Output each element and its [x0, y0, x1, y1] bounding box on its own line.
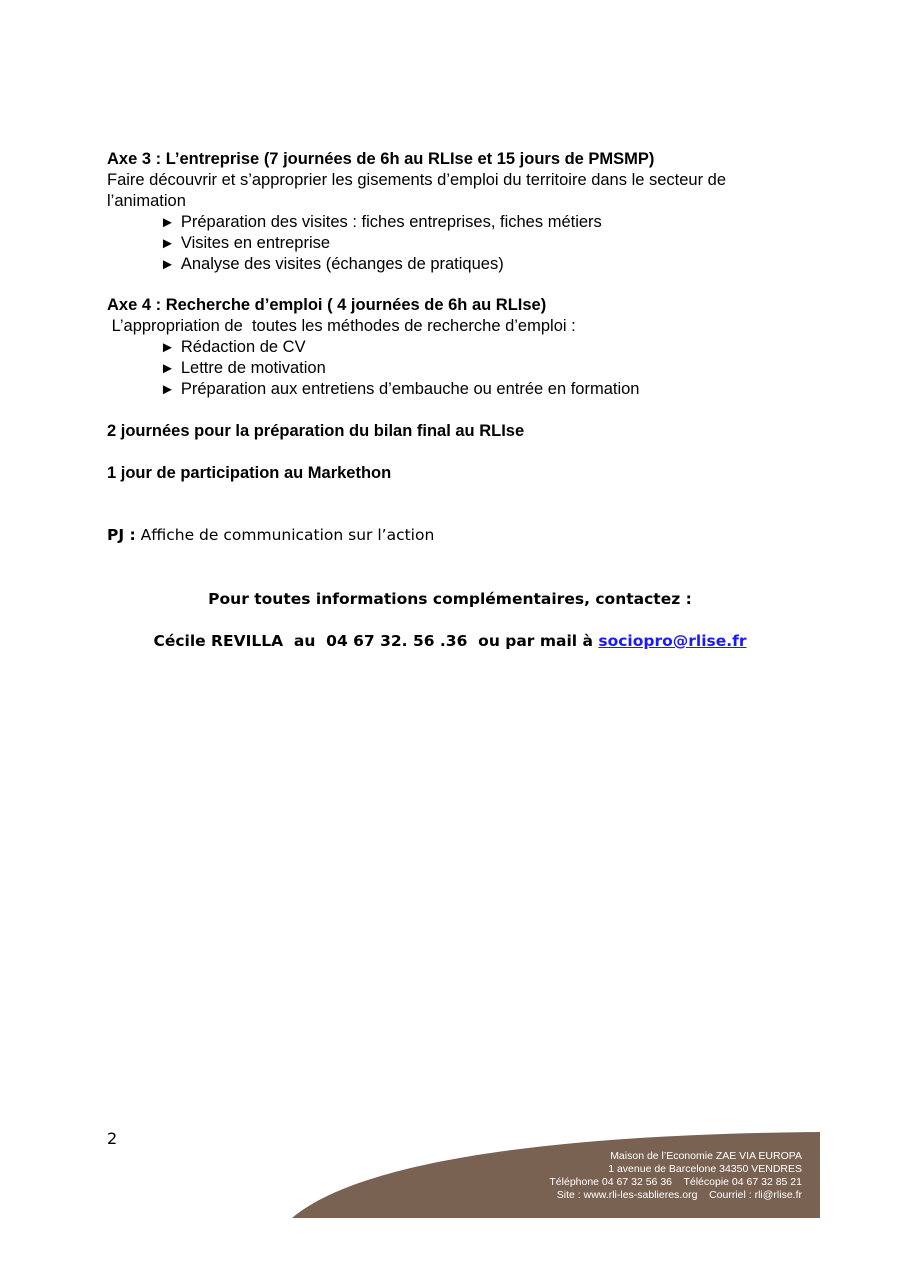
contact-line1: Pour toutes informations complémentaires, contactez : — [208, 590, 692, 608]
axe4-bullet-item — [160, 379, 639, 400]
axe4-intro: L’appropriation de toutes les méthodes de recherche d’emploi : — [107, 317, 576, 335]
axe4-bullet-text: Lettre de motivation — [180, 359, 326, 377]
page-number: 2 — [107, 1129, 118, 1148]
axe4-bullet-text: Préparation aux entretiens d’embauche ou entrée en formation — [180, 380, 640, 398]
axe4-heading: Axe 4 : Recherche d’emploi ( 4 journées de 6h au RLIse) — [107, 296, 547, 314]
pj-line — [107, 526, 434, 544]
axe3-bullet-text: Préparation des visites : fiches entreprises, fiches métiers — [180, 213, 602, 231]
axe3-bullet-text: Visites en entreprise — [180, 234, 331, 252]
footer-address-line2: 1 avenue de Barcelone 34350 VENDRES — [608, 1163, 802, 1175]
axe3-heading: Axe 3 : L’entreprise (7 journées de 6h au RLIse et 15 jours de PMSMP) — [107, 150, 655, 168]
pj-label: PJ : — [107, 526, 136, 544]
axe4-bullet-item — [160, 358, 326, 379]
footer-address-line1: Maison de l’Economie ZAE VIA EUROPA — [610, 1150, 802, 1162]
axe3-bullet-text: Analyse des visites (échanges de pratiques) — [180, 255, 504, 273]
footer-web-line: Site : www.rli-les-sablieres.org Courriel : rli@rlise.fr — [556, 1189, 802, 1201]
contact-line2 — [0, 632, 900, 650]
triangle-bullet-icon: ► — [160, 256, 175, 273]
contact-phone-text: Cécile REVILLA au 04 67 32. 56 .36 ou par mail à — [153, 632, 599, 650]
axe3-bullet-item — [160, 233, 330, 254]
triangle-bullet-icon: ► — [160, 339, 175, 356]
triangle-bullet-icon: ► — [160, 214, 175, 231]
email-link[interactable]: sociopro@rlise.fr — [598, 632, 747, 650]
axe3-intro-line2: l’animation — [107, 192, 186, 210]
triangle-bullet-icon: ► — [160, 360, 175, 377]
axe4-bullet-item — [160, 337, 306, 358]
footer-phone-line: Téléphone 04 67 32 56 36 Télécopie 04 67 32 85 21 — [549, 1176, 802, 1188]
axe3-bullet-item — [160, 254, 504, 275]
pj-text: Affiche de communication sur l’action — [135, 526, 435, 544]
axe3-intro-line1: Faire découvrir et s’approprier les gisements d’emploi du territoire dans le secteur de — [107, 171, 727, 189]
bilan-line: 2 journées pour la préparation du bilan final au RLIse — [107, 422, 525, 440]
triangle-bullet-icon: ► — [160, 381, 175, 398]
axe3-bullet-item — [160, 212, 602, 233]
markethon-line: 1 jour de participation au Markethon — [107, 464, 392, 482]
axe4-bullet-text: Rédaction de CV — [180, 338, 306, 356]
triangle-bullet-icon: ► — [160, 235, 175, 252]
